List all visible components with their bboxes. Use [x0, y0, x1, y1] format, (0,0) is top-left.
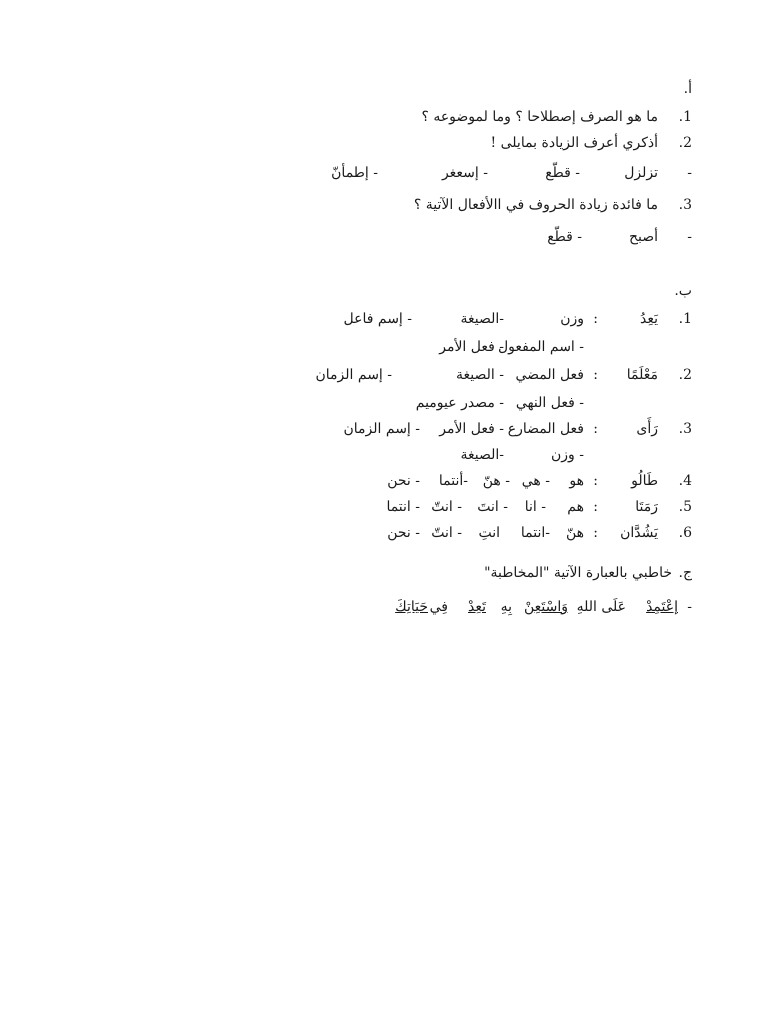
- question-a3: [200, 192, 692, 218]
- answer-item: - إسم الزمان: [315, 367, 392, 383]
- sentence-word: فِي: [429, 599, 448, 615]
- pronoun-item: - هنّ: [482, 473, 510, 489]
- underlined-word: إعْتَمِدْ: [646, 599, 678, 615]
- pronoun-item: - انتَ: [477, 499, 508, 515]
- question-b2: [200, 362, 692, 388]
- question-a1: [200, 104, 692, 130]
- colon: :: [593, 525, 598, 541]
- answer-item: - إسم الزمان: [343, 421, 420, 437]
- question-a2: [200, 130, 692, 156]
- section-c-heading: [200, 560, 692, 586]
- question-number: 1.: [678, 311, 692, 327]
- section-c-instruction: خاطبي بالعبارة الآتية "المخاطبة": [484, 565, 672, 581]
- colon: :: [593, 311, 598, 327]
- question-b4: [200, 468, 692, 494]
- question-b1: [200, 306, 692, 332]
- question-b6: [200, 520, 692, 546]
- pronoun-item: - انتّ: [431, 525, 462, 541]
- question-number: 3.: [678, 197, 692, 213]
- colon: :: [593, 367, 598, 383]
- colon: :: [593, 499, 598, 515]
- question-word: يَعِدُ: [640, 311, 658, 327]
- word-item: تزلزل: [624, 165, 658, 181]
- pronoun-item: -انتما: [520, 525, 550, 541]
- answer-item: - فعل الأمر: [439, 421, 504, 437]
- pronoun-item: هنّ: [565, 525, 584, 541]
- pronoun-item: - نحن: [387, 473, 420, 489]
- question-b3-line2: [200, 442, 674, 468]
- question-number: 2.: [678, 135, 692, 151]
- answer-item: - الصيغة: [456, 367, 504, 383]
- answer-item: - وزن: [551, 447, 584, 463]
- question-b1-line2: [200, 334, 674, 360]
- pronoun-item: هم: [567, 499, 584, 515]
- answer-item: - مصدر عيوميم: [415, 395, 504, 411]
- question-number: 2.: [678, 367, 692, 383]
- word-item: أصبح: [628, 229, 658, 245]
- question-text: ما فائدة زيادة الحروف في االأفعال الآتية ؟: [413, 197, 658, 213]
- answer-item: فعل المضارع: [507, 421, 584, 437]
- question-text: أذكري أعرف الزيادة بمايلى !: [490, 135, 658, 151]
- question-word: رَمَتَا: [635, 499, 658, 515]
- word-item: - قطّع: [547, 229, 582, 245]
- underlined-word: تَعِدْ: [468, 599, 486, 615]
- answer-item: فعل المضي: [515, 367, 584, 383]
- answer-item: - إسم فاعل: [343, 311, 412, 327]
- question-b5: [200, 494, 692, 520]
- question-word: طَالُو: [631, 473, 658, 489]
- sentence-word: بِهِ: [500, 599, 512, 615]
- question-b2-line2: [200, 390, 674, 416]
- question-number: 6.: [678, 525, 692, 541]
- answer-item: -الصيغة: [460, 311, 504, 327]
- pronoun-item: - انتما: [386, 499, 420, 515]
- bullet-dash: -: [687, 599, 692, 615]
- question-number: 1.: [678, 109, 692, 125]
- sentence-word: عَلَى اللهِ: [576, 599, 626, 615]
- pronoun-item: - نحن: [387, 525, 420, 541]
- answer-item: وزن: [560, 311, 584, 327]
- section-c-label: ج.: [678, 565, 692, 581]
- section-b-label: ب.: [674, 283, 692, 299]
- pronoun-item: هو: [569, 473, 584, 489]
- bullet-dash: -: [687, 165, 692, 181]
- colon: :: [593, 473, 598, 489]
- section-a-label: أ.: [683, 81, 692, 97]
- pronoun-item: انتِ: [478, 525, 500, 541]
- underlined-word: حَيَاتِكَ: [395, 599, 428, 615]
- question-word: مَعْلَمًا: [626, 367, 658, 383]
- answer-item: - فعل الأمر: [439, 339, 504, 355]
- answer-item: - فعل النهي: [515, 395, 584, 411]
- question-text: ما هو الصرف إصطلاحا ؟ وما لموضوعه ؟: [421, 109, 658, 125]
- word-item: - إسعغر: [441, 165, 488, 181]
- section-a-heading: [200, 76, 692, 102]
- section-c-sentence: [200, 594, 692, 620]
- question-number: 5.: [678, 499, 692, 515]
- answer-item: - اسم المفعول: [497, 339, 584, 355]
- word-item: - قطّع: [545, 165, 580, 181]
- word-item: - إطمأنّ: [331, 165, 378, 181]
- question-b3: [200, 416, 692, 442]
- question-number: 4.: [678, 473, 692, 489]
- question-word: رَأَى: [636, 421, 658, 437]
- pronoun-item: - انتّ: [431, 499, 462, 515]
- question-a3-words: [200, 224, 692, 250]
- underlined-word: وَاسْتَعِنْ: [523, 599, 568, 615]
- question-word: يَشُدَّان: [620, 525, 658, 541]
- section-b-heading: [200, 278, 692, 304]
- answer-item: -الصيغة: [460, 447, 504, 463]
- pronoun-item: -أنتما: [438, 473, 468, 489]
- pronoun-item: - انا: [524, 499, 546, 515]
- colon: :: [593, 421, 598, 437]
- pronoun-item: - هي: [521, 473, 550, 489]
- bullet-dash: -: [687, 229, 692, 245]
- question-number: 3.: [678, 421, 692, 437]
- question-a2-words-extra: [200, 160, 388, 186]
